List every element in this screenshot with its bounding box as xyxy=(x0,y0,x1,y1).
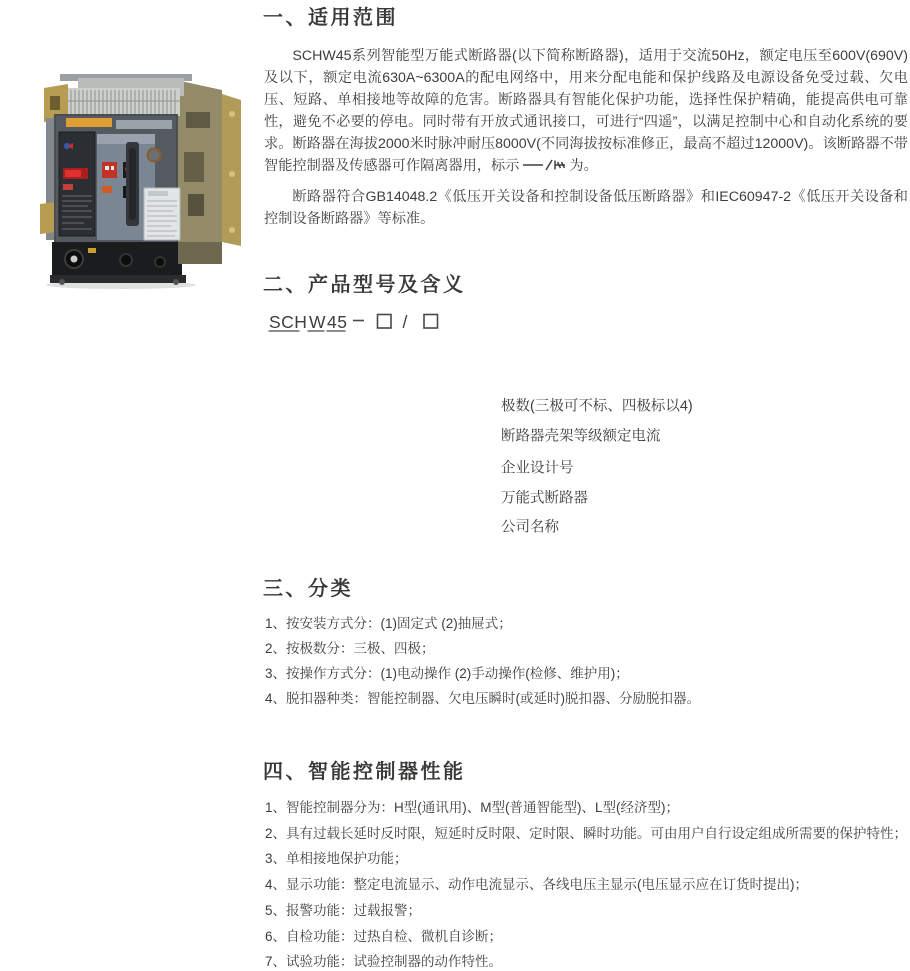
warning-label xyxy=(66,118,112,127)
list-item: 3、按操作方式分：(1)电动操作 (2)手动操作(检修、维护用)； xyxy=(265,666,629,681)
list-item: 2、具有过载长延时反时限，短延时反时限、定时限、瞬时功能。可由用户自行设定组成所需要的保护特性； xyxy=(265,825,908,841)
model-slash: / xyxy=(402,312,408,332)
model-type-code: W xyxy=(309,312,327,332)
controller-performance-list xyxy=(265,795,907,971)
circuit-breaker-illustration xyxy=(26,54,254,290)
section1-paragraph1 xyxy=(264,45,908,177)
list-item: 4、脱扣器种类：智能控制器、欠电压瞬时(或延时)脱扣器、分励脱扣器。 xyxy=(265,691,700,706)
model-designation-diagram xyxy=(256,300,716,545)
diagram-label-design-number: 企业设计号 xyxy=(501,460,574,477)
classification-list xyxy=(265,611,700,711)
connector-lines xyxy=(283,329,493,527)
list-item: 5、报警功能：过载报警； xyxy=(265,902,422,918)
diagram-label-company: 公司名称 xyxy=(501,519,559,536)
led-display xyxy=(65,170,81,177)
model-company-code: SCH xyxy=(269,312,308,332)
isolator-symbol-icon xyxy=(522,159,566,171)
list-item: 1、按安装方式分：(1)固定式 (2)抽屉式； xyxy=(265,616,512,631)
diagram-label-frame-current: 断路器壳架等级额定电流 xyxy=(501,428,661,445)
diagram-label-breaker-type: 万能式断路器 xyxy=(501,490,588,507)
section4-title: 四、智能控制器性能 xyxy=(263,761,466,783)
list-item: 2、按极数分：三极、四极； xyxy=(265,641,435,656)
model-design-code: 45 xyxy=(327,312,348,332)
section3-title: 三、分类 xyxy=(263,578,353,600)
list-item: 3、单相接地保护功能； xyxy=(265,851,408,867)
section1-title: 一、适用范围 xyxy=(263,7,398,29)
model-box-1 xyxy=(378,315,392,329)
list-item: 6、自检功能：过热自检、微机自诊断； xyxy=(265,928,503,944)
emblem xyxy=(148,149,161,162)
off-button xyxy=(102,162,117,178)
product-photo xyxy=(26,54,254,290)
section2-title: 二、产品型号及含义 xyxy=(263,274,466,296)
section1-body xyxy=(264,45,908,230)
paragraph1-tail: 为。 xyxy=(569,158,598,174)
paragraph1-text: SCHW45系列智能型万能式断路器(以下简称断路器)，适用于交流50Hz，额定电压至600V(690V)及以下，额定电流630A~6300A的配电网络中，用来分配电能和保护线路及电源设备免受过载、欠电压、短路、单相接地等故障的危害。断路器具有智能化保护功能，选择性保护精确，能提高供电可靠性，避免不必要的停电。同时带有开放式通讯接口，可进行“四遥”，以满足控制中心和自动化系统的要求。断路器在海拔2000米时脉冲耐压8000V(不同海拔按标准修正，最高不超过12000V)。该断路器不带智能控制器及传感器可作隔离器用，标示 xyxy=(264,48,908,174)
model-box-2 xyxy=(424,315,438,329)
list-item: 1、智能控制器分为：H型(通讯用)、M型(普通智能型)、L型(经济型)； xyxy=(265,800,679,815)
list-item: 7、试验功能：试验控制器的动作特性。 xyxy=(265,954,503,970)
diagram-label-poles: 极数(三极可不标、四极标以4) xyxy=(501,398,693,415)
section1-paragraph2: 断路器符合GB14048.2《低压开关设备和控制设备低压断路器》和IEC60947-2《低压开关设备和控制设备断路器》等标准。 xyxy=(264,189,908,227)
list-item: 4、显示功能：整定电流显示、动作电流显示、各线电压主显示(电压显示应在订货时提出)； xyxy=(265,877,808,893)
